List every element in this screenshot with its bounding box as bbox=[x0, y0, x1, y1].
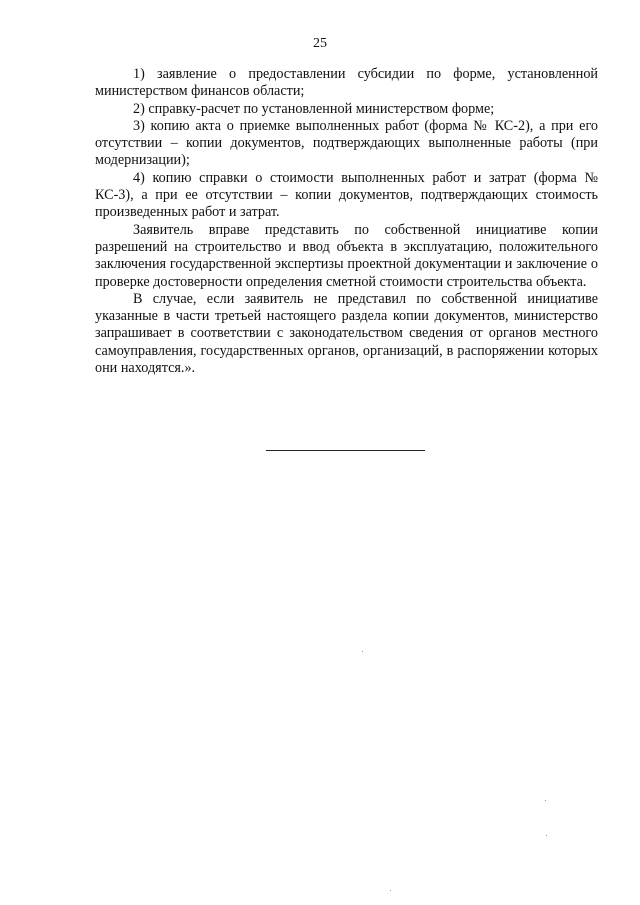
closing-separator-line bbox=[266, 450, 425, 451]
paragraph-item-3: 3) копию акта о приемке выполненных работ (форма № КС-2), а при его отсутствии – копии документов, подтверждающих выполненные работы (при модернизации); bbox=[95, 117, 598, 169]
scan-speck bbox=[362, 651, 363, 652]
paragraph-item-2: 2) справку-расчет по установленной министерством форме; bbox=[133, 100, 495, 117]
document-body bbox=[95, 66, 598, 377]
paragraph-ministry-request: В случае, если заявитель не представил по собственной инициативе указанные в части третьей настоящего раздела копии документов, министерство запрашивает в соответствии с законодательством сведения от органов местного самоуправления, государственных органов, организаций, в распоряжении которых они находятся.». bbox=[95, 290, 598, 377]
scan-speck bbox=[546, 835, 547, 836]
scan-speck bbox=[545, 800, 546, 801]
scan-speck bbox=[390, 890, 391, 891]
paragraph-item-1: 1) заявление о предоставлении субсидии по форме, установленной министерством финансов области; bbox=[95, 66, 598, 100]
paragraph-applicant-rights: Заявитель вправе представить по собственной инициативе копии разрешений на строительство и ввод объекта в эксплуатацию, положительного заключения государственной экспертизы проектной документации и заключение о проверке достоверности определения сметной стоимости строительства объекта. bbox=[95, 221, 598, 290]
page-number: 25 bbox=[313, 36, 327, 51]
paragraph-item-4: 4) копию справки о стоимости выполненных работ и затрат (форма № КС-3), а при ее отсутствии – копии документов, подтверждающих стоимость произведенных работ и затрат. bbox=[95, 169, 598, 221]
